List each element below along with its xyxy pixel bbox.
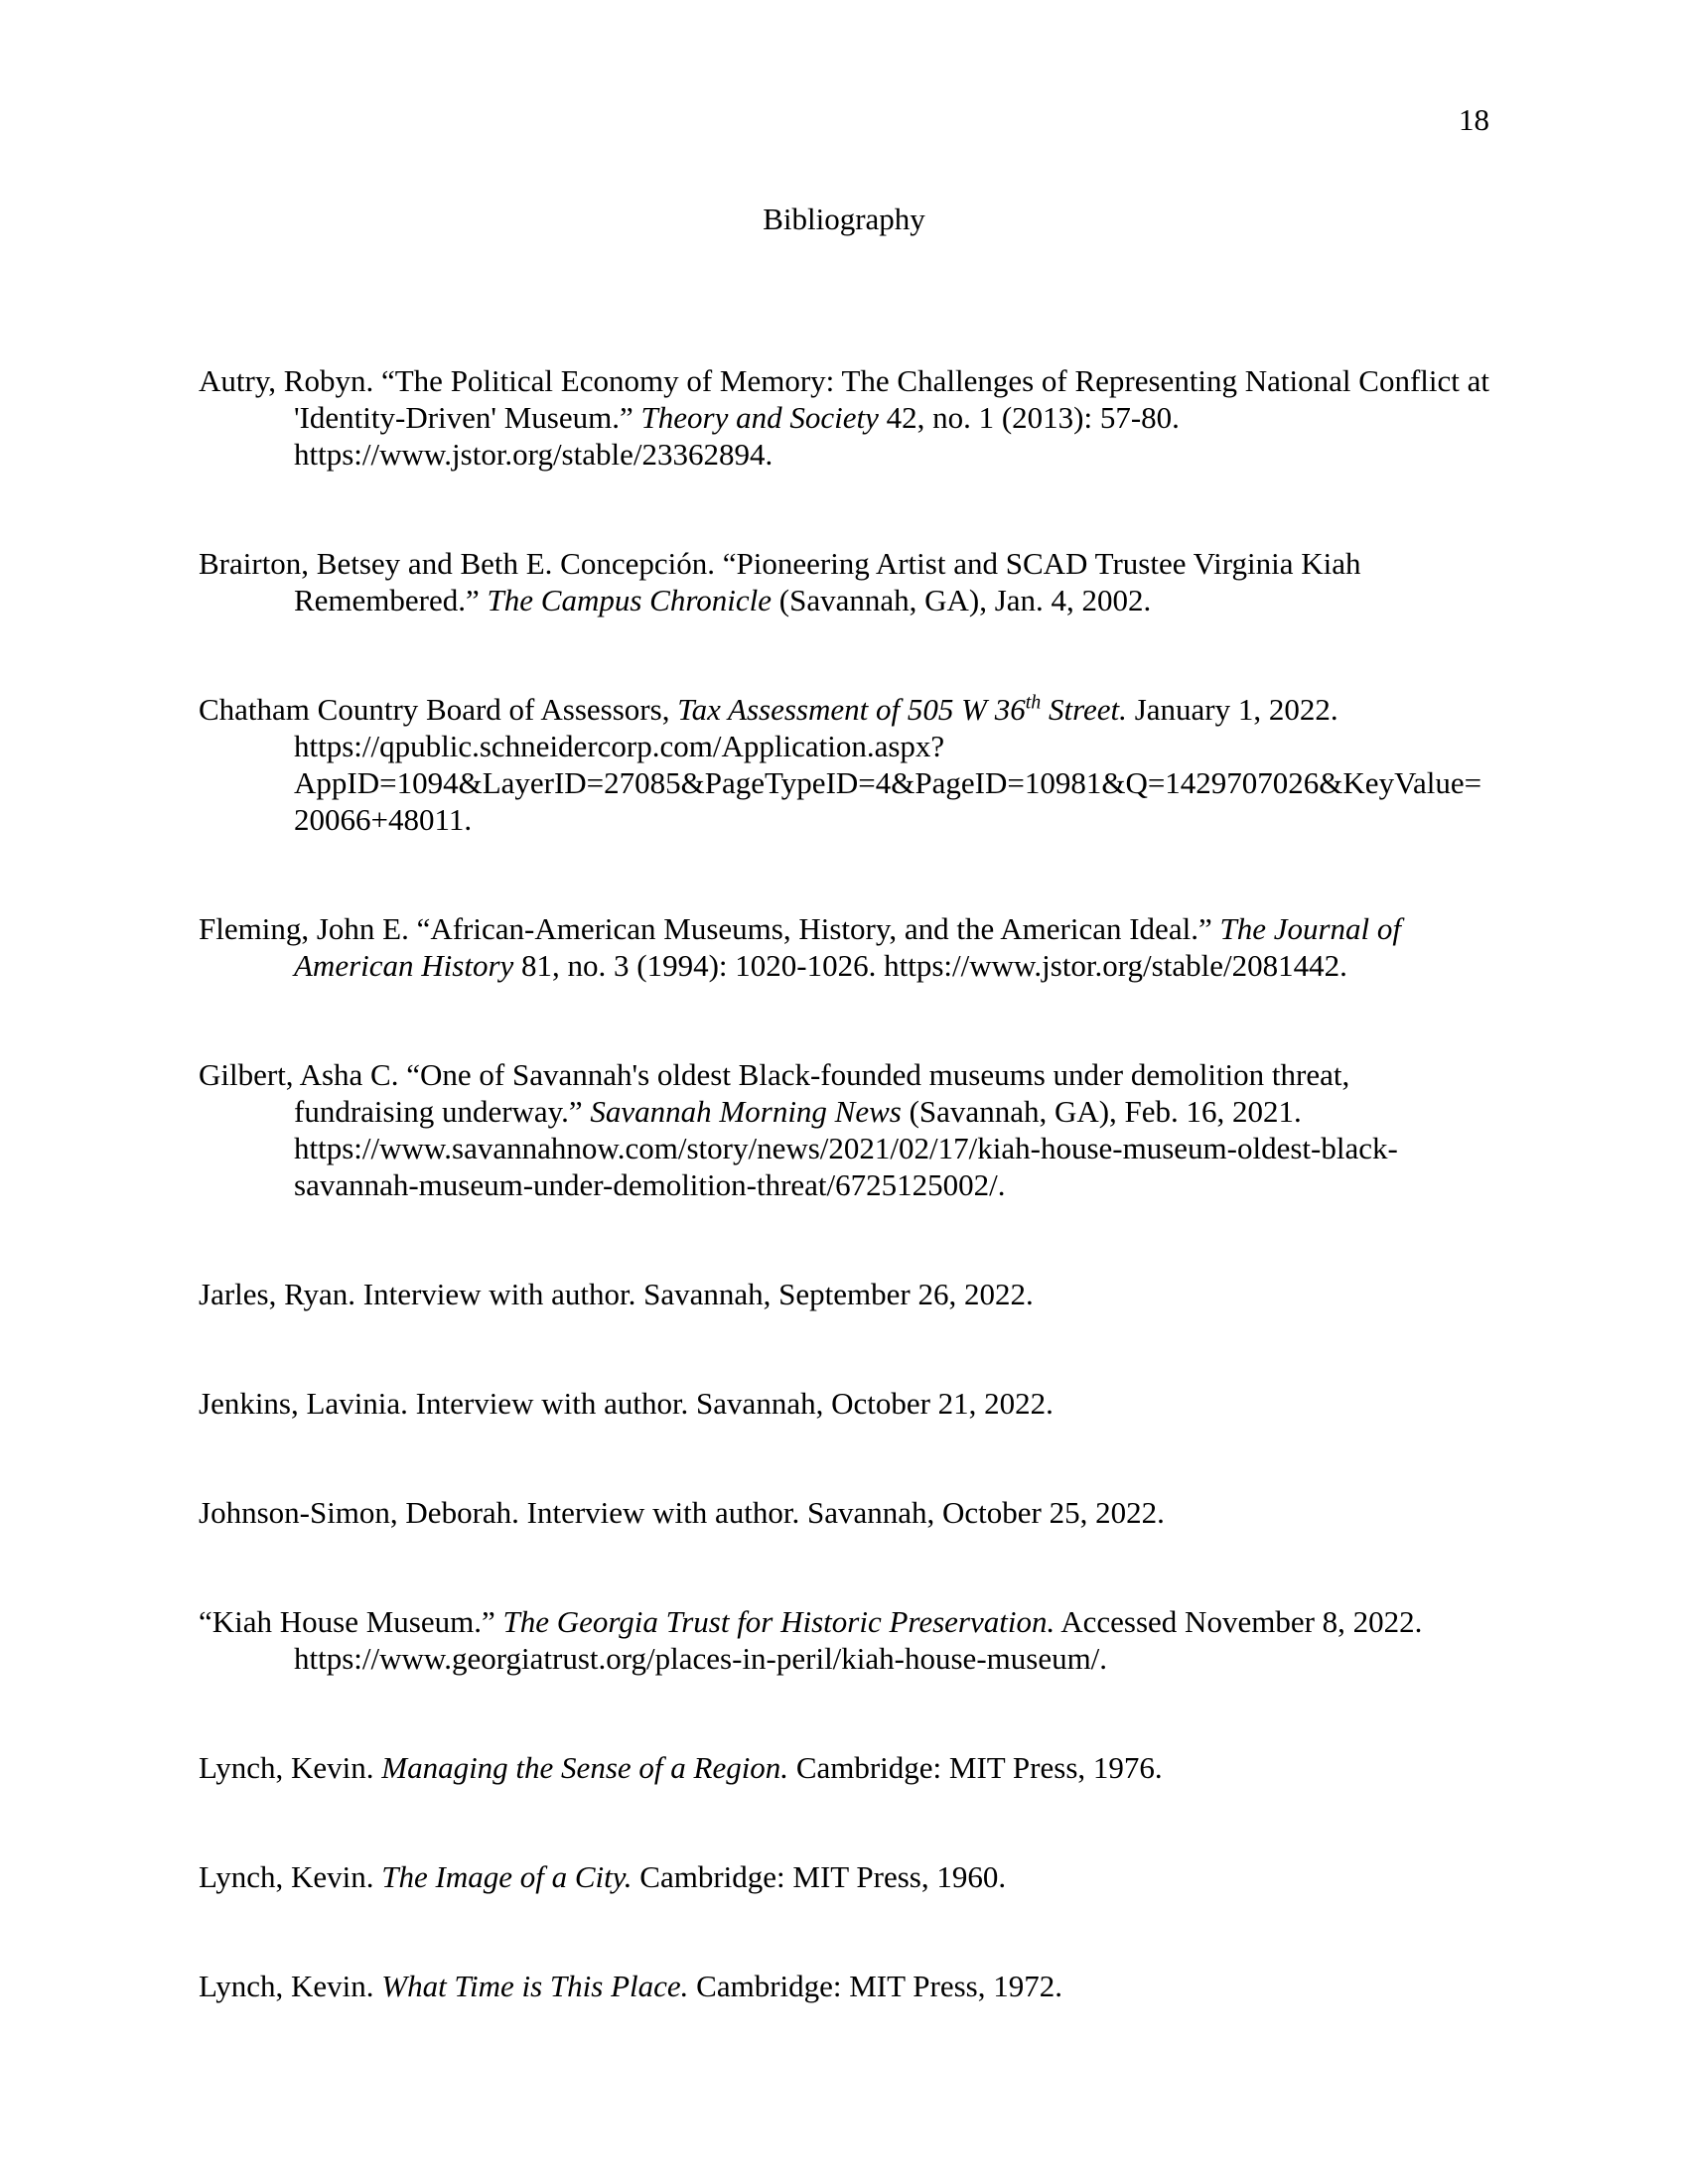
entry-details: 81, no. 3 (1994): 1020-1026. https://www.jstor.org/stable/2081442. <box>513 948 1347 983</box>
entry-text: Autry, Robyn. “The Political Economy of Memory: The Challenges of Representing National Conflict at 'Identity-Driven' Museum.” <box>199 363 1490 435</box>
entry-source-title: Tax Assessment of 505 W 36 <box>677 692 1026 727</box>
entry-text: Gilbert, Asha C. “One of Savannah's oldest Black-founded museums under demolition threat, fundraising underway.” <box>199 1057 1350 1129</box>
bibliography-entry <box>199 545 1494 618</box>
entry-details: Cambridge: MIT Press, 1960. <box>632 1859 1007 1894</box>
page-title: Bibliography <box>763 202 925 236</box>
entry-details: (Savannah, GA), Feb. 16, 2021. https://www.savannahnow.com/story/news/2021/02/17/kiah-house-museum-oldest-black-savannah-museum-under-demolition-threat/6725125002/. <box>294 1094 1398 1202</box>
entry-source-title-cont: Street. <box>1041 692 1127 727</box>
entry-text: Lynch, Kevin. <box>199 1969 382 2003</box>
entry-text: Jenkins, Lavinia. Interview with author. Savannah, October 21, 2022. <box>199 1386 1054 1421</box>
entry-text: Johnson-Simon, Deborah. Interview with author. Savannah, October 25, 2022. <box>199 1495 1165 1530</box>
bibliography-entry <box>199 362 1494 473</box>
entry-source-title: Savannah Morning News <box>590 1094 902 1129</box>
bibliography-entry <box>199 1968 1494 2004</box>
bibliography-entry <box>199 1603 1494 1677</box>
entry-source-title: Managing the Sense of a Region. <box>381 1750 789 1785</box>
entry-source-title: The Campus Chronicle <box>487 583 772 617</box>
entry-details: January 1, 2022. https://qpublic.schneidercorp.com/Application.aspx?AppID=1094&LayerID=27085&PageTypeID=4&PageID=10981&Q=1429707026&KeyValue=20066+48011. <box>294 692 1482 837</box>
bibliography-entry <box>199 1749 1494 1786</box>
bibliography-entry <box>199 1494 1494 1531</box>
entry-text: Lynch, Kevin. <box>199 1750 382 1785</box>
bibliography-entry <box>199 910 1494 984</box>
entry-details: Cambridge: MIT Press, 1976. <box>788 1750 1163 1785</box>
entry-source-title: The Georgia Trust for Historic Preservation. <box>502 1604 1055 1639</box>
bibliography-list <box>199 362 1494 2077</box>
entry-text: Chatham Country Board of Assessors, <box>199 692 678 727</box>
entry-source-title: The Image of a City. <box>381 1859 633 1894</box>
entry-text: Lynch, Kevin. <box>199 1859 382 1894</box>
page-number: 18 <box>1459 102 1489 137</box>
entry-source-title: What Time is This Place. <box>381 1969 689 2003</box>
bibliography-entry <box>199 1858 1494 1895</box>
entry-text: Fleming, John E. “African-American Museums, History, and the American Ideal.” <box>199 911 1220 946</box>
entry-details: 42, no. 1 (2013): 57-80. https://www.jstor.org/stable/23362894. <box>294 400 1180 472</box>
bibliography-entry <box>199 691 1494 838</box>
entry-superscript: th <box>1025 691 1042 714</box>
entry-details: Cambridge: MIT Press, 1972. <box>688 1969 1062 2003</box>
entry-source-title: Theory and Society <box>640 400 879 435</box>
bibliography-entry <box>199 1276 1494 1312</box>
entry-details: Accessed November 8, 2022. https://www.georgiatrust.org/places-in-peril/kiah-house-museum/. <box>294 1604 1423 1676</box>
entry-details: (Savannah, GA), Jan. 4, 2002. <box>772 583 1152 617</box>
bibliography-entry <box>199 1385 1494 1422</box>
entry-text: Brairton, Betsey and Beth E. Concepción. “Pioneering Artist and SCAD Trustee Virginia Kiah Remembered.” <box>199 546 1361 617</box>
entry-text: Jarles, Ryan. Interview with author. Savannah, September 26, 2022. <box>199 1277 1034 1311</box>
entry-text: “Kiah House Museum.” <box>199 1604 503 1639</box>
bibliography-entry <box>199 1056 1494 1203</box>
entry-source-title: The Journal of American History <box>294 911 1402 983</box>
